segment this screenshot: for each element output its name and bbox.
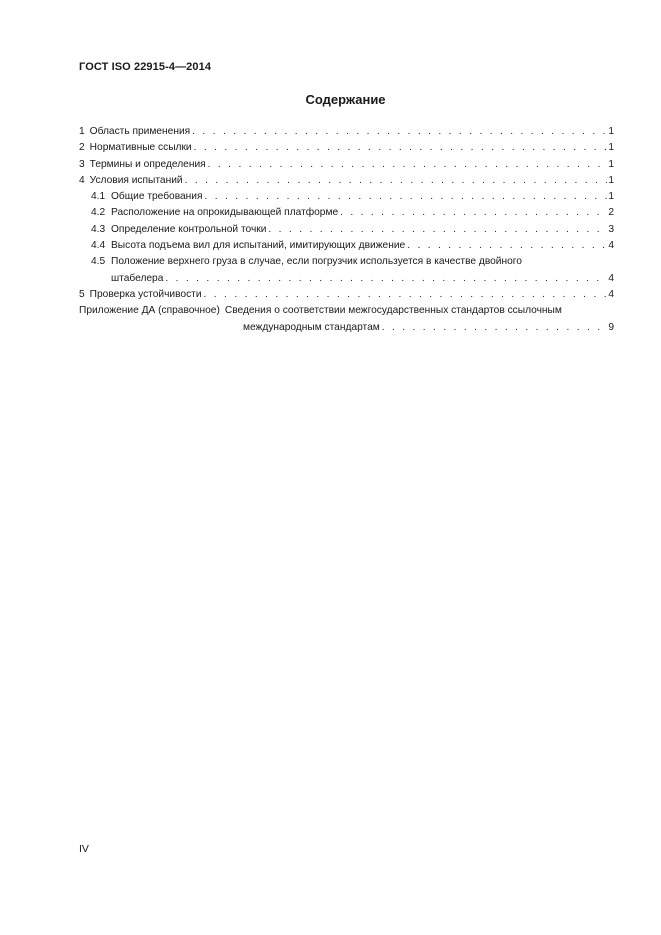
toc-entry-number: 2	[79, 142, 85, 154]
dot-leader	[340, 205, 607, 221]
toc-entry-label-line1: Положение верхнего груза в случае, если погрузчик используется в качестве двойного	[111, 256, 522, 268]
toc-entry-5[interactable]	[79, 287, 614, 303]
toc-entry-page: 1	[608, 126, 614, 137]
toc-entry-4-5[interactable]	[79, 254, 614, 287]
toc-entry-page: 4	[608, 288, 614, 300]
dot-leader	[165, 271, 607, 287]
toc-entry-label: Расположение на опрокидывающей платформе	[111, 207, 339, 219]
toc-entry-label: Нормативные ссылки	[89, 142, 192, 154]
toc-entry-number: 4.5	[91, 256, 106, 268]
toc-entry-page: 2	[608, 207, 614, 219]
toc-entry-appendix[interactable]	[79, 303, 614, 336]
toc-entry-page: 9	[608, 321, 614, 333]
toc-entry-label: Определение контрольной точки	[111, 223, 267, 235]
toc-entry-3[interactable]	[79, 157, 614, 173]
toc-entry-number: 1	[79, 126, 85, 137]
toc-entry-page: 1	[608, 158, 614, 170]
toc-entry-label-line2: штабелера	[111, 272, 164, 284]
dot-leader	[194, 140, 608, 156]
toc-entry-1[interactable]	[79, 124, 614, 140]
toc-entry-label: Высота подъема вил для испытаний, имитирующих движение	[111, 240, 406, 252]
toc-entry-label: Область применения	[89, 126, 191, 137]
toc-entry-4-3[interactable]	[79, 222, 614, 238]
toc-entry-4-2[interactable]	[79, 205, 614, 221]
toc-entry-page: 4	[608, 240, 614, 252]
appendix-title-line1: Сведения о соответствии межгосударственных стандартов ссылочным	[224, 305, 562, 317]
toc-entry-label: Термины и определения	[89, 158, 206, 170]
dot-leader	[382, 320, 608, 336]
toc-entry-number: 4	[79, 174, 85, 186]
toc-entry-page: 1	[608, 191, 614, 203]
appendix-prefix: Приложение ДА (справочное)	[79, 305, 220, 317]
toc-entry-label: Условия испытаний	[89, 174, 183, 186]
toc-entry-number: 4.1	[91, 191, 106, 203]
toc-title: Содержание	[305, 92, 386, 107]
appendix-title-line2: международным стандартам	[243, 321, 380, 333]
document-code: ГОСТ ISO 22915-4—2014	[79, 61, 212, 73]
table-of-contents	[79, 124, 614, 336]
dot-leader	[208, 157, 608, 173]
dot-leader	[185, 173, 608, 189]
dot-leader	[192, 124, 607, 140]
toc-entry-number: 4.2	[91, 207, 106, 219]
page-number: IV	[79, 843, 89, 855]
toc-entry-4-4[interactable]	[79, 238, 614, 254]
toc-entry-4-1[interactable]	[79, 189, 614, 205]
toc-entry-number: 4.3	[91, 223, 106, 235]
dot-leader	[407, 238, 607, 254]
toc-entry-number: 5	[79, 288, 85, 300]
toc-entry-page: 1	[608, 174, 614, 186]
toc-entry-label: Проверка устойчивости	[89, 288, 202, 300]
toc-entry-page: 3	[608, 223, 614, 235]
toc-entry-2[interactable]	[79, 140, 614, 156]
toc-entry-number: 3	[79, 158, 85, 170]
toc-entry-number: 4.4	[91, 240, 106, 252]
dot-leader	[205, 189, 608, 205]
dot-leader	[268, 222, 607, 238]
toc-entry-page: 4	[608, 272, 614, 284]
dot-leader	[204, 287, 608, 303]
toc-entry-4[interactable]	[79, 173, 614, 189]
toc-entry-label: Общие требования	[111, 191, 203, 203]
toc-entry-page: 1	[608, 142, 614, 154]
